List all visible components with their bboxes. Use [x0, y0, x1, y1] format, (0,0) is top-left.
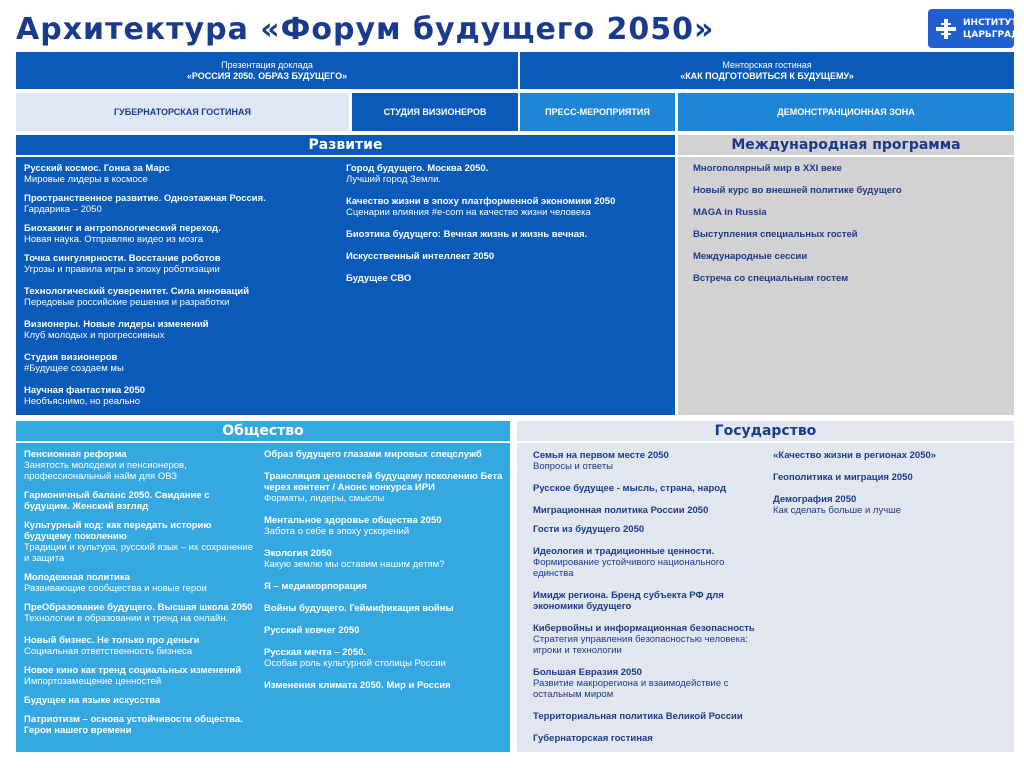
press-events-tab: ПРЕСС-МЕРОПРИЯТИЯ: [520, 93, 675, 131]
list-item: [264, 449, 504, 460]
item-title: Многополярный мир в XXI веке: [693, 163, 842, 174]
list-item: [264, 471, 504, 504]
item-subtitle: Стратегия управления безопасностью человека: игроки и технологии: [533, 634, 748, 656]
list-item: [24, 223, 342, 245]
presentation-label: Презентация доклада: [221, 59, 313, 70]
item-subtitle: Забота о себе в эпоху ускорений: [264, 526, 410, 537]
list-item: [533, 667, 758, 700]
international-header: Международная программа: [678, 135, 1014, 155]
item-subtitle: Новая наука. Отправляю видео из мозга: [24, 234, 203, 245]
list-item: [773, 472, 1008, 483]
razvitie-header: Развитие: [16, 135, 675, 155]
mentor-lounge-banner: [520, 52, 1014, 89]
item-subtitle: Лучший город Земли.: [346, 174, 442, 185]
list-item: [533, 505, 758, 516]
list-item: [693, 273, 1008, 284]
list-item: [346, 196, 668, 218]
list-item: [693, 185, 1008, 196]
gosudarstvo-header: Государство: [517, 421, 1014, 441]
mentor-label: Менторская гостиная: [722, 59, 812, 70]
list-item: [346, 251, 668, 262]
item-subtitle: #Будущее создаем мы: [24, 363, 124, 374]
list-item: [24, 352, 342, 374]
gosudarstvo-left-column: [533, 450, 758, 752]
item-title: Новый курс во внешней политике будущего: [693, 185, 902, 196]
obshchestvo-panel: [16, 443, 510, 752]
list-item: [533, 590, 758, 612]
list-item: [24, 695, 256, 706]
list-item: [533, 623, 758, 656]
list-item: [24, 385, 342, 407]
list-item: [24, 193, 342, 215]
item-title: Геополитика и миграция 2050: [773, 472, 913, 483]
item-subtitle: Особая роль культурной столицы России: [264, 658, 446, 669]
item-title: Изменения климата 2050. Мир и Россия: [264, 680, 451, 691]
item-subtitle: Форматы, лидеры, смыслы: [264, 493, 385, 504]
list-item: [264, 647, 504, 669]
item-title: Территориальная политика Великой России: [533, 711, 743, 722]
item-subtitle: Развивающие сообщества и новые герои: [24, 583, 207, 594]
item-title: Русский ковчег 2050: [264, 625, 360, 636]
international-panel: [678, 157, 1014, 415]
item-subtitle: Мировые лидеры в космосе: [24, 174, 148, 185]
list-item: [24, 665, 256, 687]
item-title: Гармоничный баланс 2050. Свидание с будущим. Женский взгляд: [24, 490, 210, 512]
razvitie-panel: [16, 157, 675, 415]
razvitie-right-column: [346, 163, 668, 292]
item-title: Культурный код: как передать историю будущему поколению: [24, 520, 212, 542]
governor-lounge-tab: ГУБЕРНАТОРСКАЯ ГОСТИНАЯ: [16, 93, 349, 131]
item-title: MAGA in Russia: [693, 207, 767, 218]
list-item: [773, 494, 1008, 516]
item-title: Образ будущего глазами мировых спецслужб: [264, 449, 482, 460]
item-title: Патриотизм – основа устойчивости общества. Герои нашего времени: [24, 714, 243, 736]
list-item: [24, 520, 256, 564]
item-subtitle: Традиции и культура, русский язык – их сохранение и защита: [24, 542, 254, 564]
item-title: Международные сессии: [693, 251, 808, 262]
item-subtitle: Как сделать больше и лучше: [773, 505, 902, 516]
list-item: [24, 572, 256, 594]
item-title: Большая Евразия 2050: [533, 667, 642, 678]
item-subtitle: Клуб молодых и прогрессивных: [24, 330, 165, 341]
list-item: [24, 714, 256, 736]
item-title: Миграционная политика России 2050: [533, 505, 709, 516]
list-item: [24, 163, 342, 185]
item-title: Демография 2050: [773, 494, 857, 505]
item-title: Губернаторская гостиная: [533, 733, 653, 744]
item-title: Русская мечта – 2050.: [264, 647, 367, 658]
item-title: Будущее на языке искусства: [24, 695, 161, 706]
item-subtitle: Социальная ответственность бизнеса: [24, 646, 193, 657]
item-title: Экология 2050: [264, 548, 332, 559]
item-title: Научная фантастика 2050: [24, 385, 146, 396]
item-subtitle: Вопросы и ответы: [533, 461, 614, 472]
item-subtitle: Необъяснимо, но реально: [24, 396, 141, 407]
page-title: Архитектура «Форум будущего 2050»: [16, 12, 715, 47]
item-title: «Качество жизни в регионах 2050»: [773, 450, 937, 461]
list-item: [693, 229, 1008, 240]
item-title: Пространственное развитие. Одноэтажная Россия.: [24, 193, 266, 204]
list-item: [693, 207, 1008, 218]
mentor-title: «КАК ПОДГОТОВИТЬСЯ К БУДУЩЕМУ»: [680, 70, 854, 81]
item-title: Русский космос. Гонка за Марс: [24, 163, 170, 174]
item-title: Биоэтика будущего: Вечная жизнь и жизнь вечная.: [346, 229, 588, 240]
item-title: Ментальное здоровье общества 2050: [264, 515, 442, 526]
item-subtitle: Угрозы и правила игры в эпоху роботизации: [24, 264, 220, 275]
item-title: Технологический суверенитет. Сила инноваций: [24, 286, 250, 297]
list-item: [24, 490, 256, 512]
list-item: [533, 711, 758, 722]
list-item: [693, 163, 1008, 174]
presentation-banner: [16, 52, 518, 89]
item-title: Точка сингулярности. Восстание роботов: [24, 253, 221, 264]
item-subtitle: Формирование устойчивого национального единства: [533, 557, 725, 579]
gosudarstvo-right-column: [773, 450, 1008, 524]
item-title: Русское будущее - мысль, страна, народ: [533, 483, 726, 494]
cross-emblem-icon: [934, 17, 958, 41]
item-subtitle: Передовые российские решения и разработки: [24, 297, 230, 308]
list-item: [264, 680, 504, 691]
item-title: Гости из будущего 2050: [533, 524, 645, 535]
list-item: [346, 229, 668, 240]
list-item: [24, 602, 256, 624]
list-item: [24, 449, 256, 482]
visionary-studio-tab: СТУДИЯ ВИЗИОНЕРОВ: [352, 93, 518, 131]
presentation-title: «РОССИЯ 2050. ОБРАЗ БУДУЩЕГО»: [186, 70, 348, 81]
item-title: Будущее СВО: [346, 273, 412, 284]
item-title: Искусственный интеллект 2050: [346, 251, 495, 262]
item-title: Выступления специальных гостей: [693, 229, 858, 240]
razvitie-left-column: [24, 163, 342, 415]
list-item: [533, 483, 758, 494]
gosudarstvo-panel: [517, 443, 1014, 752]
institute-logo: [928, 9, 1020, 48]
list-item: [24, 286, 342, 308]
list-item: [264, 548, 504, 570]
logo-text-line2: ЦАРЬГРАД: [963, 29, 1020, 40]
item-subtitle: Технологии в образовании и тренд на онлайн.: [24, 613, 229, 624]
item-title: Я – медиакорпорация: [264, 581, 367, 592]
list-item: [533, 450, 758, 472]
item-title: Пенсионная реформа: [24, 449, 127, 460]
item-title: Трансляция ценностей будущему поколению Бета через контент / Анонс конкурса ИРИ: [264, 471, 503, 493]
item-title: Новый бизнес. Не только про деньги: [24, 635, 200, 646]
item-subtitle: Занятость молодежи и пенсионеров, профессиональный найм для ОВЗ: [24, 460, 187, 482]
list-item: [264, 625, 504, 636]
item-title: Студия визионеров: [24, 352, 118, 363]
list-item: [533, 524, 758, 535]
item-title: Имидж региона. Бренд субъекта РФ для экономики будущего: [533, 590, 724, 612]
item-subtitle: Развитие макрорегиона и взаимодействие с остальным миром: [533, 678, 729, 700]
item-title: Новое кино как тренд социальных изменений: [24, 665, 242, 676]
item-title: Город будущего. Москва 2050.: [346, 163, 489, 174]
item-title: ПреОбразование будущего. Высшая школа 2050: [24, 602, 253, 613]
list-item: [264, 581, 504, 592]
item-subtitle: Гардарика – 2050: [24, 204, 102, 215]
logo-text-line1: ИНСТИТУТ: [963, 17, 1018, 28]
item-title: Семья на первом месте 2050: [533, 450, 669, 461]
obshchestvo-left-column: [24, 449, 256, 744]
list-item: [346, 273, 668, 284]
obshchestvo-header: Общество: [16, 421, 510, 441]
list-item: [533, 546, 758, 579]
international-column: [693, 163, 1008, 292]
list-item: [24, 635, 256, 657]
item-title: Молодежная политика: [24, 572, 130, 583]
obshchestvo-right-column: [264, 449, 504, 699]
list-item: [533, 733, 758, 744]
list-item: [773, 450, 1008, 461]
item-title: Идеология и традиционные ценности.: [533, 546, 715, 557]
list-item: [24, 319, 342, 341]
item-subtitle: Сценарии влияния #e-com на качество жизни человека: [346, 207, 591, 218]
item-title: Качество жизни в эпоху платформенной экономики 2050: [346, 196, 616, 207]
item-title: Визионеры. Новые лидеры изменений: [24, 319, 209, 330]
list-item: [24, 253, 342, 275]
item-title: Войны будущего. Геймификация войны: [264, 603, 454, 614]
item-subtitle: Какую землю мы оставим нашим детям?: [264, 559, 445, 570]
item-title: Биохакинг и антропологический переход.: [24, 223, 221, 234]
demo-zone-tab: ДЕМОНСТРАНЦИОННАЯ ЗОНА: [678, 93, 1014, 131]
list-item: [346, 163, 668, 185]
list-item: [264, 603, 504, 614]
item-title: Кибервойны и информационная безопасность: [533, 623, 755, 634]
list-item: [693, 251, 1008, 262]
item-subtitle: Импортозамещение ценностей: [24, 676, 162, 687]
item-title: Встреча со специальным гостем: [693, 273, 849, 284]
list-item: [264, 515, 504, 537]
